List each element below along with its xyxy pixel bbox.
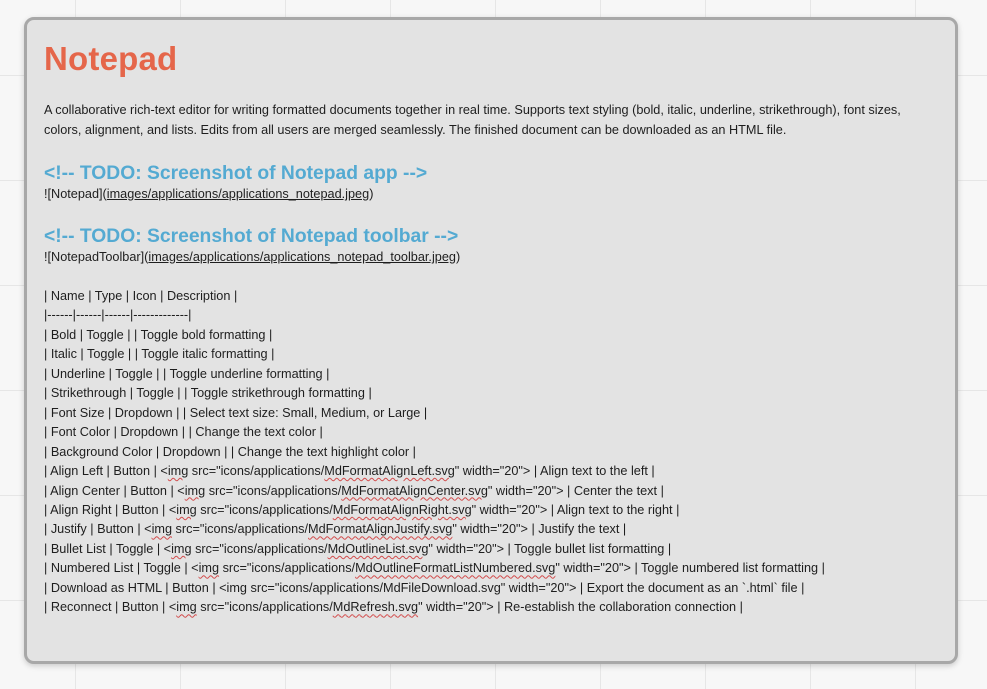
table-row-background-color: | Background Color | Dropdown | | Change the text highlight color |	[44, 444, 416, 459]
spellcheck-word: MdOutlineList.svg	[327, 541, 429, 556]
image-alt-prefix: ![NotepadToolbar](	[44, 250, 149, 264]
row-text: | Align Right | Button | <	[44, 502, 177, 517]
notepad-image-link[interactable]: images/applications/applications_notepad.jpeg	[106, 187, 370, 201]
table-row-align-center	[44, 482, 938, 501]
table-separator-row: |------|------|------|-------------|	[44, 308, 192, 323]
row-text: src="icons/applications/	[172, 522, 309, 537]
table-row-align-left	[44, 462, 938, 481]
spellcheck-word: MdFormatAlignRight.svg	[332, 502, 472, 517]
spellcheck-word: img	[184, 483, 206, 498]
image-suffix: )	[455, 250, 461, 264]
row-text: | Justify | Button | <	[44, 522, 152, 537]
row-text: | Reconnect | Button | <	[44, 600, 177, 615]
toolbar-image-link[interactable]: images/applications/applications_notepad_toolbar.jpeg	[148, 250, 456, 264]
row-text: " width="20"> | Center the text |	[487, 483, 664, 498]
table-row-font-color: | Font Color | Dropdown | | Change the text color |	[44, 425, 323, 440]
row-text: " width="20"> | Re-establish the collaboration connection |	[418, 600, 743, 615]
spellcheck-word: MdOutlineFormatListNumbered.svg	[355, 561, 556, 576]
row-text: " width="20"> | Toggle bullet list formatting |	[428, 541, 672, 556]
row-text: | Align Center | Button | <	[44, 483, 185, 498]
table-row-italic: | Italic | Toggle | | Toggle italic formatting |	[44, 347, 275, 362]
app-description: A collaborative rich-text editor for writing formatted documents together in real time. Supports text styling (bold, italic, underline, strikethrough), font sizes, colors, alignment, and lists. Edits from all users are merged seamlessly. The finished document can be downloaded as an HTML file.	[44, 103, 901, 137]
table-row-bold: | Bold | Toggle | | Toggle bold formatting |	[44, 327, 273, 342]
row-text: | Align Left | Button | <	[44, 464, 168, 479]
markdown-table	[44, 287, 938, 618]
spellcheck-word: MdFormatAlignCenter.svg	[341, 483, 488, 498]
table-row-justify	[44, 520, 938, 539]
table-row-strikethrough: | Strikethrough | Toggle | | Toggle strikethrough formatting |	[44, 386, 372, 401]
row-text: " width="20"> | Toggle numbered list formatting |	[555, 561, 825, 576]
toolbar-image-markdown	[44, 248, 938, 266]
table-row-align-right	[44, 501, 938, 520]
todo-app-screenshot-heading: <!-- TODO: Screenshot of Notepad app -->	[44, 163, 428, 184]
row-text: " width="20"> | Align text to the left |	[454, 464, 655, 479]
spellcheck-word: MdRefresh.svg	[332, 600, 419, 615]
row-text: | Numbered List | Toggle | <	[44, 561, 199, 576]
table-row-font-size: | Font Size | Dropdown | | Select text size: Small, Medium, or Large |	[44, 405, 428, 420]
table-row-download-html: | Download as HTML | Button | <img src="icons/applications/MdFileDownload.svg" width="20"> | Export the document as an `.html` file |	[44, 580, 805, 595]
row-text: " width="20"> | Align text to the right |	[471, 502, 680, 517]
table-row-underline: | Underline | Toggle | | Toggle underline formatting |	[44, 366, 330, 381]
table-row-reconnect	[44, 598, 938, 617]
table-row-numbered-list	[44, 559, 938, 578]
row-text: src="icons/applications/	[196, 502, 333, 517]
spellcheck-word: img	[198, 561, 220, 576]
spellcheck-word: img	[151, 522, 173, 537]
table-header-row: | Name | Type | Icon | Description |	[44, 289, 238, 303]
row-text: | Bullet List | Toggle | <	[44, 541, 172, 556]
spellcheck-word: img	[171, 541, 192, 556]
spellcheck-word: MdFormatAlignLeft.svg	[324, 464, 455, 479]
todo-toolbar-screenshot-heading: <!-- TODO: Screenshot of Notepad toolbar -->	[44, 226, 459, 247]
row-text: src="icons/applications/	[219, 561, 356, 576]
notepad-doc-card	[24, 17, 958, 664]
table-row-bullet-list	[44, 540, 938, 559]
image-alt-prefix: ![Notepad](	[44, 187, 107, 201]
spellcheck-word: MdFormatAlignJustify.svg	[308, 522, 453, 537]
row-text: src="icons/applications/	[205, 483, 342, 498]
page-title: Notepad	[44, 40, 178, 77]
row-text: src="icons/applications/	[196, 600, 333, 615]
row-text: src="icons/applications/	[188, 464, 325, 479]
row-text: " width="20"> | Justify the text |	[452, 522, 627, 537]
row-text: src="icons/applications/	[191, 541, 328, 556]
notepad-image-markdown	[44, 185, 938, 203]
spellcheck-word: img	[176, 502, 197, 517]
image-suffix: )	[369, 187, 374, 201]
spellcheck-word: img	[167, 464, 189, 479]
spellcheck-word: img	[176, 600, 197, 615]
